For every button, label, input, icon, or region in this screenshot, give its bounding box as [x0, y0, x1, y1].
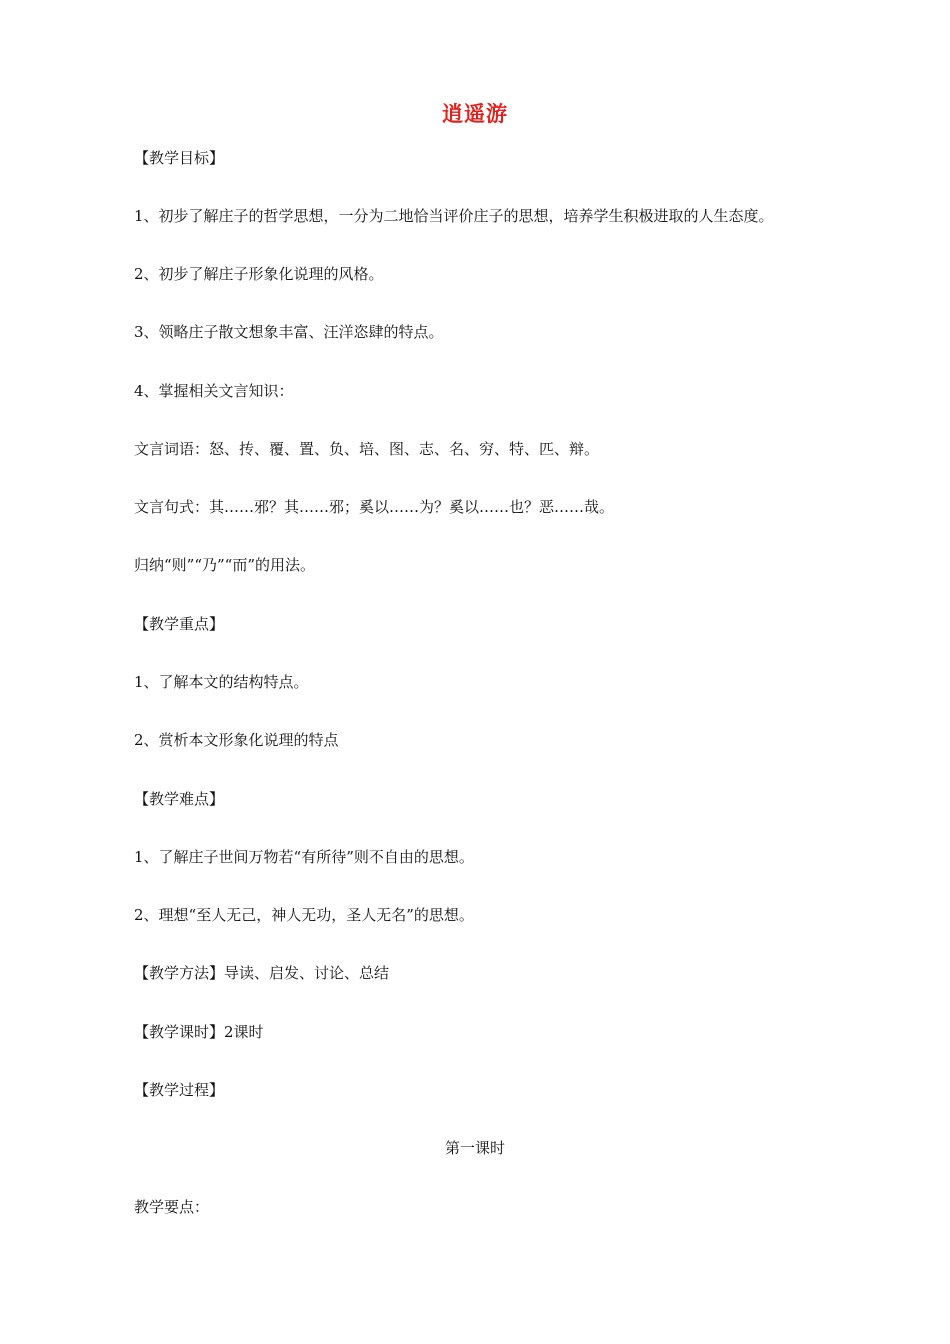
usage-summary-line: 归纳“则”“乃”“而”的用法。 [134, 556, 316, 574]
objective-item-4: 4、掌握相关文言知识： [134, 382, 294, 400]
objective-item-2: 2、初步了解庄子形象化说理的风格。 [134, 265, 384, 283]
section-heading-difficulties: 【教学难点】 [134, 790, 225, 808]
lesson-heading: 第一课时 [444, 1139, 505, 1157]
teaching-methods-line: 【教学方法】导读、启发、讨论、总结 [134, 964, 390, 982]
difficulty-item-2: 2、理想“至人无己，神人无功，圣人无名”的思想。 [134, 906, 474, 924]
section-heading-process: 【教学过程】 [134, 1081, 225, 1099]
objective-item-3: 3、领略庄子散文想象丰富、汪洋恣肆的特点。 [134, 323, 444, 341]
key-point-item-1: 1、了解本文的结构特点。 [134, 673, 309, 691]
key-point-item-2: 2、赏析本文形象化说理的特点 [134, 731, 339, 749]
classical-words-line: 文言词语：怒、抟、覆、置、负、培、图、志、名、穷、特、匹、辩。 [134, 440, 600, 458]
section-heading-objectives: 【教学目标】 [134, 149, 225, 167]
teaching-hours-line: 【教学课时】2课时 [134, 1023, 264, 1041]
document-title: 逍遥游 [442, 101, 508, 126]
section-heading-key-points: 【教学重点】 [134, 615, 225, 633]
difficulty-item-1: 1、了解庄子世间万物若“有所待”则不自由的思想。 [134, 848, 474, 866]
objective-item-1: 1、初步了解庄子的哲学思想，一分为二地恰当评价庄子的思想，培养学生积极进取的人生态度。 [134, 207, 774, 225]
classical-sentence-patterns-line: 文言句式：其……邪？其……邪；奚以……为？奚以……也？恶……哉。 [134, 498, 615, 516]
lesson-key-points-label: 教学要点： [134, 1198, 210, 1216]
